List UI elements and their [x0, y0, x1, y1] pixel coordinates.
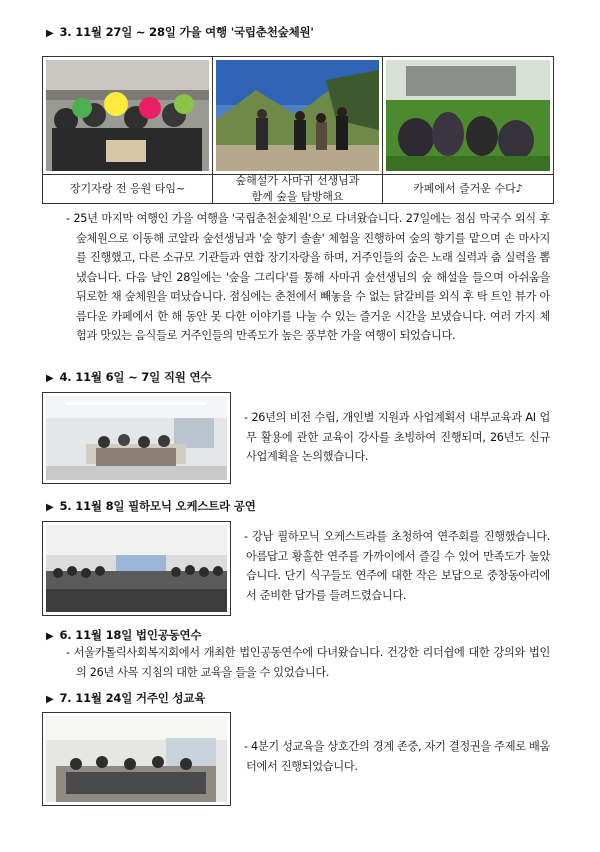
section-7-body: - 4분기 성교육을 상호간의 경계 존중, 자기 결정권을 주제로 배움터에서 진행되었습니다.: [244, 740, 550, 773]
triangle-bullet-icon: ▶: [46, 28, 54, 39]
caption-cafe: 카페에서 즐거운 수다♪: [413, 182, 523, 195]
cheering-photo: [46, 60, 209, 171]
cafe-photo: [386, 60, 550, 171]
section-5-body: - 강남 필하모닉 오케스트라를 초청하여 연주회를 진행했습니다. 아름답고 황홀한 연주를 가까이에서 즐길 수 있어 만족도가 높았습니다. 단기 식구들도 연주에 대한 작은 보답으로 중창동아리에서 준비한 답가를 들려드렸습니다.: [244, 530, 550, 602]
section-3-body: - 25년 마지막 여행인 가을 여행을 '국립춘천숲체원'으로 다녀왔습니다. 27일에는 점심 막국수 외식 후 숲체원으로 이동해 코알라 숲선생님과 '숲 향기 솔솔' 체험을 진행하여 숲의 향기를 맡으며 손 마사지를 진행했고, 다른 소규모 기관들과 연합 장기자랑을 하며, 거주인들의 숨은 노래 실력과 춤 실력을 뽐냈습니다. 다음 날인 28일에는 '숲을 그리다'를 통해 사마귀 숲선생님의 숲 해설을 들으며 아쉬움을 뒤로한 채 숲체원을 떠났습니다. 점심에는 춘천에서 빼놓을 수 없는 닭갈비를 외식 후 탁 트인 뷰가 아름다운 카페에서 한 해 동안 못 다한 이야기를 나눌 수 있는 즐거운 시간을 보냈습니다. 여러 가지 체험과 맛있는 음식들로 거주인들의 만족도가 높은 풍부한 가을 여행이 되었습니다.: [66, 212, 550, 342]
caption-forest-walk: 숲해설가 사마귀 선생님과 함께 숲을 탐방해요: [235, 174, 360, 203]
section-6-heading: ▶ 6. 11월 18일 법인공동연수: [46, 628, 202, 642]
triangle-bullet-icon: ▶: [46, 502, 54, 513]
section-6-body: - 서울카톨릭사회복지회에서 개최한 법인공동연수에 다녀왔습니다. 건강한 리더쉽에 대한 강의와 법인의 26년 사목 지침의 대한 교육을 들을 수 있었습니다.: [66, 646, 550, 679]
triangle-bullet-icon: ▶: [46, 631, 54, 642]
section-4-body: - 26년의 비전 수립, 개인별 지원과 사업계획서 내부교육과 AI 업무 활용에 관한 교육이 강사를 초빙하여 진행되며, 26년도 신규 사업계획을 논의했습니다.: [244, 411, 550, 463]
sex-education-photo: [46, 716, 227, 802]
orchestra-photo: [46, 525, 227, 612]
staff-training-photo: [46, 396, 227, 480]
triangle-bullet-icon: ▶: [46, 373, 54, 384]
section-5-heading: ▶ 5. 11월 8일 필하모닉 오케스트라 공연: [46, 499, 256, 513]
forest-walk-photo: [216, 60, 379, 171]
section-3-heading: ▶ 3. 11월 27일 ~ 28일 가을 여행 '국립춘천숲체원': [46, 25, 314, 39]
triangle-bullet-icon: ▶: [46, 694, 54, 705]
caption-cheering: 장기자랑 전 응원 타임~: [69, 182, 186, 195]
section-4-heading: ▶ 4. 11월 6일 ~ 7일 직원 연수: [46, 370, 212, 384]
section-7-heading: ▶ 7. 11월 24일 거주인 성교육: [46, 691, 206, 705]
